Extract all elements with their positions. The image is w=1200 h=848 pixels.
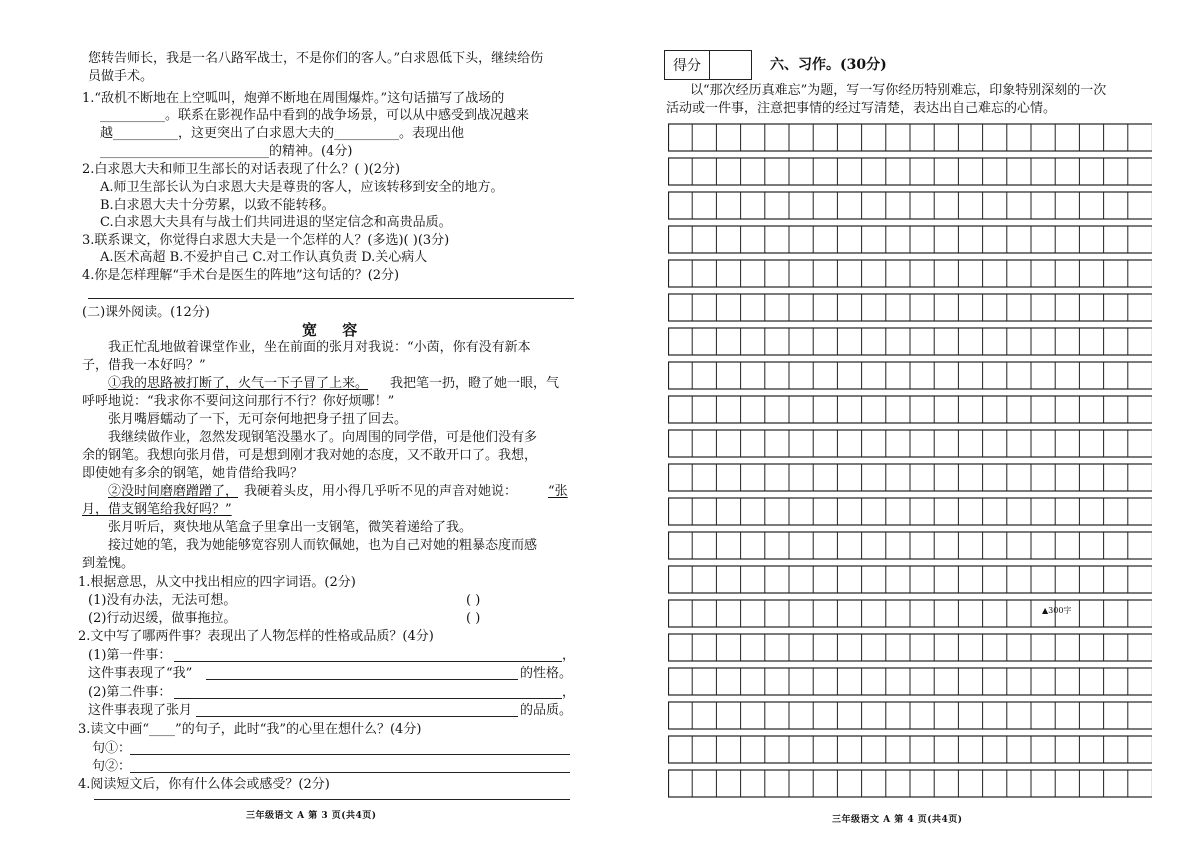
text-line: 句②：: [92, 759, 132, 774]
text-line: A.医术高超 B.不爱护自己 C.对工作认真负责 D.关心病人: [100, 250, 428, 265]
text-line: “张: [548, 484, 568, 499]
text-line: 2.文中写了哪两件事？表现出了人物怎样的性格或品质？(4分): [78, 629, 434, 644]
answer-line: [130, 772, 570, 773]
text-line: (1)没有办法，无法可想。: [88, 593, 237, 608]
answer-line: [196, 716, 518, 717]
text-line: (2)行动迟缓，做事拖拉。: [88, 611, 237, 626]
text-line: 您转告师长，我是一名八路军战士，不是你们的客人。”白求恩低下头，继续给伤: [88, 51, 544, 66]
text-line: ( ): [466, 593, 481, 608]
text-line: 的品质。: [520, 703, 573, 718]
text-line: A.师卫生部长认为白求恩大夫是尊贵的客人，应该转移到安全的地方。: [100, 180, 504, 195]
text-line: 子，借我一本好吗？”: [82, 358, 206, 373]
text-line: 4.你是怎样理解“手术台是医生的阵地”这句话的？(2分): [82, 268, 400, 283]
text-line: __________。联系在影视作品中看到的战争场景，可以从中感受到战况越来: [100, 108, 530, 123]
section-title: 六、习作。(30分): [770, 57, 887, 73]
text-line: 即使她有多余的钢笔，她肯借给我吗？: [82, 466, 304, 481]
page-footer: 三年级语文 A 第 3 页(共4页): [246, 811, 377, 821]
score-label: 得分: [665, 51, 710, 79]
composition-grid: [668, 122, 1152, 802]
text-line: 3.联系课文，你觉得白求恩大夫是一个怎样的人？(多选)( )(3分): [82, 233, 450, 248]
text-line: ，: [562, 648, 576, 663]
text-line: 余的钢笔。我想向张月借，可是想到刚才我对她的态度，又不敢开口了。我想，: [82, 448, 538, 463]
answer-line: [130, 754, 570, 755]
text-line: 的性格。: [520, 666, 573, 681]
answer-line: [206, 679, 518, 680]
essay-prompt-line-1: 以“那次经历真难忘”为题，写一写你经历特别难忘，印象特别深刻的一次: [690, 83, 1107, 98]
text-line: 句①：: [92, 741, 132, 756]
text-line: ，: [562, 685, 576, 700]
text-line: __________________________的精神。(4分): [100, 144, 353, 159]
story-title: 宽 容: [302, 321, 368, 339]
answer-line: [94, 799, 570, 800]
text-line: 张月嘴唇蠕动了一下，无可奈何地把身子扭了回去。: [108, 412, 408, 427]
text-line: (二)课外阅读。(12分): [82, 305, 210, 320]
word-count-marker: ▲300字: [1042, 606, 1072, 615]
text-line: ①我的思路被打断了，火气一下子冒了上来。: [108, 376, 369, 391]
text-line: 2.白求恩大夫和师卫生部长的对话表现了什么？( )(2分): [82, 162, 401, 177]
text-line: 我正忙乱地做着课堂作业，坐在前面的张月对我说：“小茵，你有没有新本: [108, 340, 531, 355]
answer-line: [174, 698, 562, 699]
page-footer: 三年级语文 A 第 4 页(共4页): [832, 815, 963, 825]
text-line: B.白求恩大夫十分劳累，以致不能转移。: [100, 198, 335, 213]
text-line: 员做手术。: [88, 69, 154, 84]
answer-line: [174, 661, 562, 662]
text-line: 张月听后，爽快地从笔盒子里拿出一支钢笔，微笑着递给了我。: [108, 520, 473, 535]
text-line: ②没时间磨磨蹭蹭了，: [108, 484, 239, 499]
text-line: 这件事表现了张月: [88, 703, 193, 718]
answer-line: [88, 298, 574, 299]
score-box: [664, 50, 752, 80]
text-line: 我把笔一扔，瞪了她一眼，气: [390, 376, 560, 391]
text-line: 月，借支钢笔给我好吗？”: [82, 502, 232, 517]
text-line: 到羞愧。: [82, 556, 135, 571]
text-line: 3.读文中画“____”的句子，此时“我”的心里在想什么？(4分): [78, 722, 422, 737]
text-line: ( ): [466, 611, 481, 626]
text-line: (1)第一件事：: [88, 648, 172, 663]
text-line: 越__________，这更突出了白求恩大夫的__________。表现出他: [100, 126, 465, 141]
text-line: 4.阅读短文后，你有什么体会或感受？(2分): [78, 777, 330, 792]
text-line: (2)第二件事：: [88, 685, 172, 700]
text-line: 接过她的笔，我为她能够宽容别人而钦佩她，也为自己对她的粗暴态度而感: [108, 538, 538, 553]
essay-prompt-line-2: 活动或一件事，注意把事情的经过写清楚，表达出自己难忘的心情。: [666, 101, 1057, 116]
text-line: C.白求恩大夫具有与战士们共同进退的坚定信念和高贵品质。: [100, 215, 452, 230]
text-line: 呼呼地说：“我求你不要问这问那行不行？你好烦哪！”: [82, 394, 395, 409]
score-blank: [710, 51, 751, 79]
text-line: 这件事表现了“我”: [88, 666, 193, 681]
text-line: 我硬着头皮，用小得几乎听不见的声音对她说：: [244, 484, 518, 499]
text-line: 1.根据意思，从文中找出相应的四字词语。(2分): [78, 575, 356, 590]
text-line: 1.“敌机不断地在上空呱叫，炮弹不断地在周围爆炸。”这句话描写了战场的: [82, 91, 505, 106]
text-line: 我继续做作业，忽然发现钢笔没墨水了。向周围的同学借，可是他们没有多: [108, 430, 538, 445]
